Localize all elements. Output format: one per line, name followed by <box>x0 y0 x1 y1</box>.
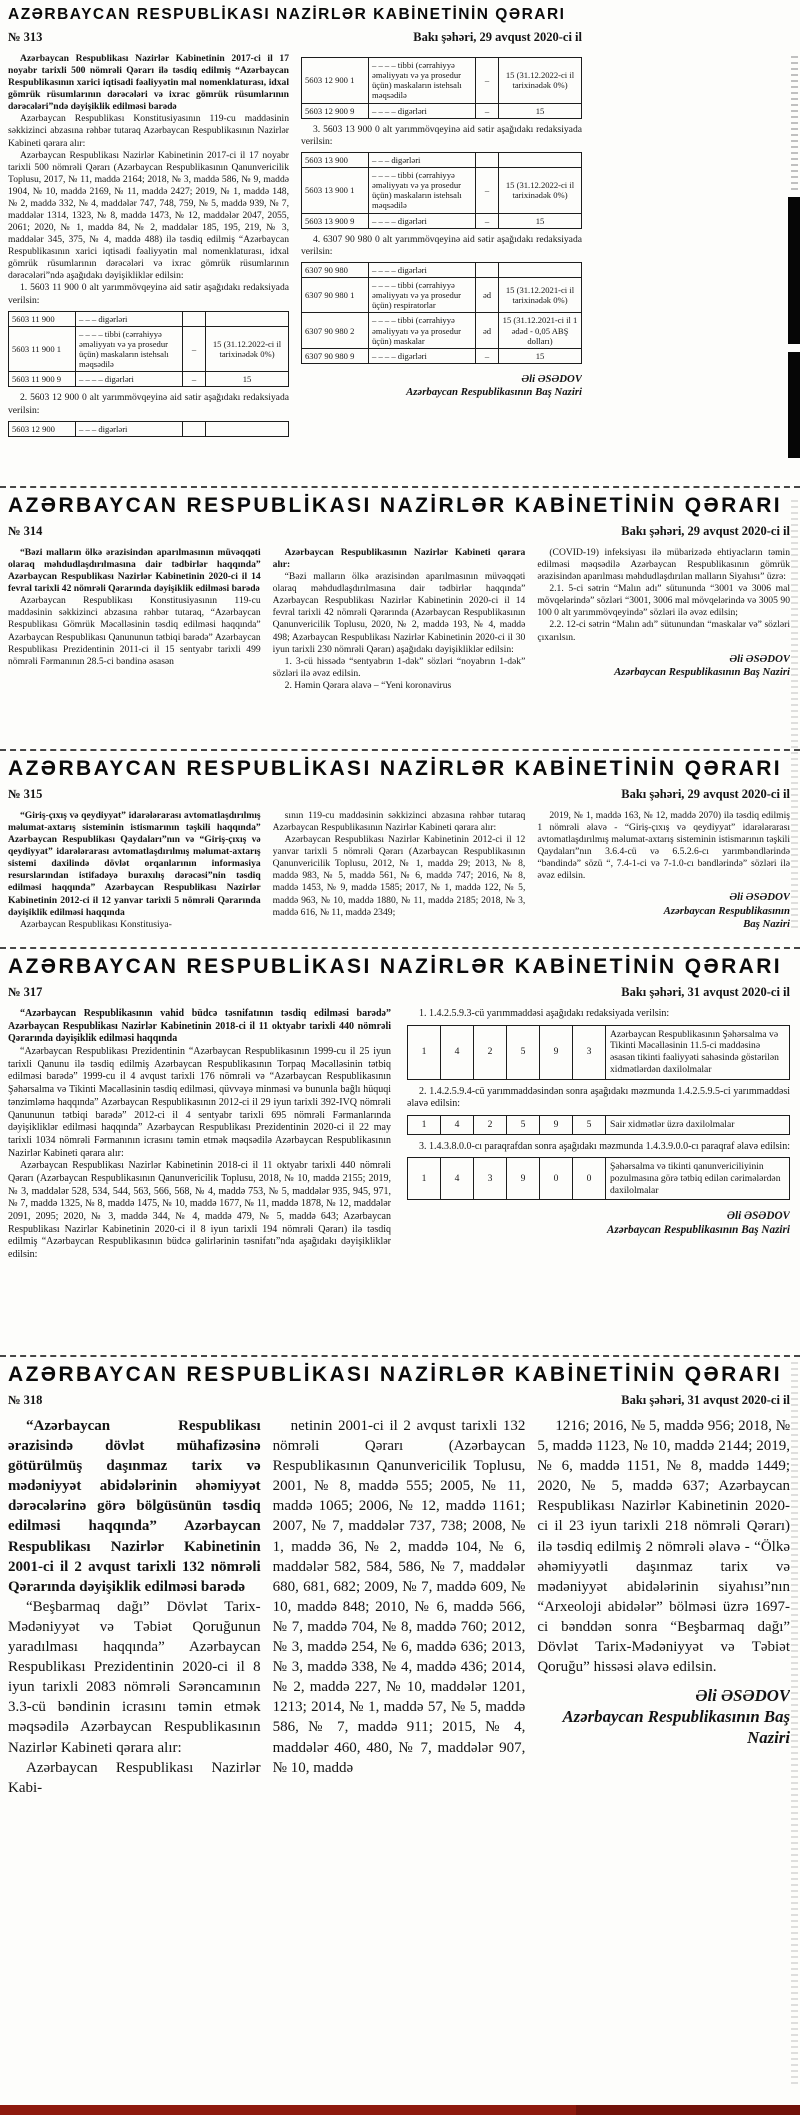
unit-cell <box>476 152 499 167</box>
code-cell: 5603 11 900 1 <box>9 326 76 372</box>
bottom-color-bar <box>0 2105 800 2115</box>
table-row <box>408 1025 790 1079</box>
decree-title-paragraph: “Azərbaycan Respublikasının vahid büdcə təsnifatının təsdiq edilməsi barədə” Azərbaycan Respublikası Nazirlər Kabinetinin 2018-ci il 11 oktyabr tarixli 440 nömrəli Qərarında dəyişiklik edilməsi haqqında <box>8 1008 391 1045</box>
code-digit-cell: 3 <box>474 1158 507 1200</box>
decree-dateline: Bakı şəhəri, 29 avqust 2020-ci il <box>413 30 582 44</box>
rate-cell <box>206 311 289 326</box>
code-cell: 6307 90 980 <box>302 262 369 277</box>
decree-number: № 318 <box>8 1393 43 1407</box>
signature-name: Əli ƏSƏDOV <box>726 1210 790 1223</box>
description-cell: – – – – tibbi (cərrahiyyə əməliyyatı və ya prosedur üçün) maskaların istehsalı məqsədilə <box>76 326 183 372</box>
decree-title-paragraph: “Giriş-çıxış və qeydiyyat” idarələrarası avtomatlaşdırılmış məlumat-axtarış sisteminin istismarının təşkili haqqında” Azərbaycan Respublikası Qaydaları”nın və “Giriş-çıxış və qeydiyyat” idarələrarası avtomatlaşdırılmış məlumat-axtarış sistemi daxilində dövlət orqanlarının informasiya resurslarından istifadəyə buraxılış dərəcəsi”nin təsdiq edilməsi haqqında” Azərbaycan Respublikası Nazirlər Kabinetinin 2012-ci il 12 yanvar tarixli 5 nömrəli Qərarında dəyişiklik edilməsi haqqında <box>8 810 261 918</box>
rate-cell <box>206 421 289 436</box>
code-digit-cell: 5 <box>507 1025 540 1079</box>
body-paragraph: 2. 5603 12 900 0 alt yarımmövqeyinə aid sətir aşağıdakı redaksiyada verilsin: <box>8 392 289 416</box>
tariff-table-5603-12-part1 <box>8 421 289 437</box>
table-row <box>302 168 582 214</box>
signature-block <box>537 1686 790 1749</box>
unit-cell: əd <box>476 313 499 348</box>
rate-cell: 15 (31.12.2021-ci il tarixinədək 0%) <box>499 278 582 313</box>
decree-headline: AZƏRBAYCAN RESPUBLİKASI NAZİRLƏR KABİNETİNİN QƏRARI <box>8 6 566 23</box>
table-row <box>408 1158 790 1200</box>
code-digit-cell: 4 <box>441 1158 474 1200</box>
budget-classification-table-1 <box>407 1025 790 1080</box>
body-paragraph: Azərbaycan Respublikası Nazirlər Kabinetinin 2012-ci il 12 yanvar tarixli 5 nömrəli Qərarı (Azərbaycan Respublikasının Qanunvericilik Toplusu, 2012, № 1, maddə 29; 2013, № 8, maddə 983, № 5, maddə 561, № 6, maddə 747; 2016, № 8, maddə 1453, № 9, maddə 1585; 2017, № 1, maddə 122, № 5, maddə 963, № 10, maddə 1880, № 11, maddə 2185; 2018, № 3, maddə 616, № 11, maddə 2349; <box>272 834 526 918</box>
body-paragraph: 1. 1.4.2.5.9.3-cü yarımmaddəsi aşağıdakı redaksiyada verilsin: <box>419 1008 670 1019</box>
decree-headline: AZƏRBAYCAN RESPUBLİKASI NAZİRLƏR KABİNETİNİN QƏRARI <box>8 1363 783 1386</box>
column-2 <box>273 547 526 692</box>
unit-cell: əd <box>476 278 499 313</box>
code-cell: 5603 11 900 9 <box>9 372 76 387</box>
body-paragraph: 4. 6307 90 980 0 alt yarımmövqeyinə aid sətir aşağıdakı redaksiyada verilsin: <box>301 233 582 257</box>
unit-cell: – <box>183 326 206 372</box>
signature-title: Azərbaycan Respublikasının Baş Naziri <box>562 1707 791 1748</box>
body-paragraph: 1216; 2016, № 5, maddə 956; 2018, № 5, maddə 1123, № 10, maddə 2144; 2019, № 6, maddə 1151, № 8, maddə 1449; 2020, № 5, maddə 637; Azərbaycan Respublikası Nazirlər Kabinetinin 2020-ci il 23 iyun tarixli 218 nömrəli Qərarı) ilə təsdiq edilmiş 2 nömrəli əlavə - “Ölkə əhəmiyyətli daşınmaz tarix və mədəniyyət abidələrinin siyahısı”nın “Arxeoloji abidələr” bölməsi üzrə 1697-ci bənddən sonra “Beşbarmaq dağı” Dövlət Tarix-Mədəniyyət və Təbiət Qoruğu” hissəsi əlavə edilsin. <box>537 1418 791 1676</box>
decree-meta-row <box>8 30 582 45</box>
decree-headline: AZƏRBAYCAN RESPUBLİKASI NAZİRLƏR KABİNETİNİN QƏRARI <box>8 955 783 978</box>
cropped-adjacent-column-bar <box>788 352 800 458</box>
body-paragraph: Azərbaycan Respublikası Konstitusiya- <box>20 918 172 930</box>
rate-cell: 15 (31.12.2022-ci il tarixinədək 0%) <box>499 58 582 104</box>
decree-number: № 313 <box>8 30 43 44</box>
code-cell: 6307 90 980 1 <box>302 278 369 313</box>
code-cell: 6307 90 980 2 <box>302 313 369 348</box>
body-paragraph: 3. 1.4.3.8.0.0-cı paraqrafdan sonra aşağıdakı məzmunda 1.4.3.9.0.0-cı paraqraf əlavə edilsin: <box>419 1140 790 1152</box>
code-digit-cell: 9 <box>507 1158 540 1200</box>
description-cell: – – – – tibbi (cərrahiyyə əməliyyatı və ya prosedur üçün) maskaların istehsalı məqsədilə <box>369 58 476 104</box>
column-2 <box>273 1416 526 1798</box>
rate-cell: 15 (31.12.2022-ci il tarixinədək 0%) <box>499 168 582 214</box>
description-cell: Şəhərsalma və tikinti qanunvericiliyinin pozulmasına görə tətbiq edilən cərimələrdən daxilolmalar <box>606 1158 790 1200</box>
body-paragraph: 1. 5603 11 900 0 alt yarımmövqeyinə aid sətir aşağıdakı redaksiyada verilsin: <box>8 282 289 306</box>
column-left <box>8 53 289 442</box>
rate-cell: 15 <box>206 372 289 387</box>
unit-cell <box>183 421 206 436</box>
body-paragraph: netinin 2001-ci il 2 avqust tarixli 132 nömrəli Qərarı (Azərbaycan Respublikasının Qanunvericilik Toplusu, 2001, № 8, maddə 555; 2005, № 11, maddə 1065; 2006, № 12, maddə 1161; 2007, № 7, maddələr 737, 738; 2008, № 1, maddə 36, № 2, maddə 104, № 6, maddələr 582, 584, 586, № 7, maddələr 680, 681, 682; 2009, № 7, maddə 609, № 10, maddə 848; 2010, № 6, maddə 566, № 7, maddə 704, № 8, maddə 760; 2012, № 3, maddə 254, № 6, maddə 636; 2013, № 3, maddə 338, № 4, maddə 436; 2014, № 2, maddə 227, № 10, maddələr 1201, 1213; 2014, № 1, maddə 57, № 5, maddə 586, № 7, maddə 911; 2015, № 4, maddələr 460, 480, № 7, maddələr 907, № 10, maddə <box>272 1418 526 1776</box>
code-cell: 5603 12 900 9 <box>302 103 369 118</box>
signature-name: Əli ƏSƏDOV <box>521 372 582 385</box>
body-paragraph: 2.2. 12-ci sətrin “Malın adı” sütunundan “maskalar və” sözləri çıxarılsın. <box>537 619 791 643</box>
body-paragraph: Azərbaycan Respublikasının Nazirlər Kabineti qərara alır: <box>272 547 526 571</box>
description-cell: – – – – digərləri <box>369 262 476 277</box>
table-row <box>302 152 582 167</box>
decree-dateline: Bakı şəhəri, 31 avqust 2020-ci il <box>621 1393 790 1407</box>
tariff-table-5603-13 <box>301 152 582 229</box>
body-paragraph: “Azərbaycan Respublikası Prezidentinin “Azərbaycan Respublikasının 1999-cu il 25 iyun tarixli Qanunu ilə təsdiq edilmiş Azərbaycan Respublikasının Torpaq Məcəlləsinin tətbiq edilməsi barədə” 1999-cu il 4 avqust tarixli 176 nömrəli və “Azərbaycan Respublikasının Şəhərsalma və Tikinti Məcəlləsinin təsdiq edilməsi, qüvvəyə minməsi və bununla bağlı hüquqi tənzimləmə haqqında” Azərbaycan Respublikasının 2012-ci il 29 iyun tarixli 392-IVQ nömrəli Qanununun tətbiqi barədə” 2012-ci il 4 sentyabr tarixli 695 nömrəli Fərmanlarında dəyişikliklər edilməsi haqqında” Azərbaycan Respublikası Prezidentinin 2020-ci il 22 may tarixli 1034 nömrəli Fərmanının icrasını təmin etmək məqsədilə Azərbaycan Respublikasının Nazirlər Kabineti qərara alır: <box>8 1046 391 1159</box>
decree-dateline: Bakı şəhəri, 31 avqust 2020-ci il <box>621 985 790 999</box>
code-digit-cell: 1 <box>408 1115 441 1134</box>
table-row <box>302 58 582 104</box>
code-digit-cell: 0 <box>540 1158 573 1200</box>
page-crop-noise <box>791 1362 798 2087</box>
code-digit-cell: 9 <box>540 1025 573 1079</box>
code-digit-cell: 2 <box>474 1025 507 1079</box>
description-cell: – – – – tibbi (cərrahiyyə əməliyyatı və ya prosedur üçün) maskaların istehsalı məqsədilə <box>369 168 476 214</box>
table-row <box>302 103 582 118</box>
unit-cell <box>183 311 206 326</box>
table-row <box>9 372 289 387</box>
description-cell: – – – – digərləri <box>369 348 476 363</box>
body-paragraph: 2. Həmin Qərara əlavə – “Yeni koronavirus <box>284 679 452 691</box>
body-paragraph: (COVID-19) infeksiyası ilə mübarizədə ehtiyacların təmin edilməsi məqsədilə Azərbaycan Respublikasının gömrük ərazisindən aparılması məhdudlaşdırılan malların Siyahısı” üzrə: <box>537 547 791 583</box>
signature-block <box>537 653 790 680</box>
table-row <box>302 278 582 313</box>
table-row <box>302 262 582 277</box>
signature-title: Baş Naziri <box>743 918 791 931</box>
column-1 <box>8 547 261 692</box>
table-row <box>302 213 582 228</box>
rate-cell: 15 (31.12.2021-ci il 1 ədəd - 0,05 ABŞ dolları) <box>499 313 582 348</box>
signature-title: Azərbaycan Respublikasının Baş Naziri <box>606 1224 790 1237</box>
description-cell: Sair xidmətlər üzrə daxilolmalar <box>606 1115 790 1134</box>
description-cell: – – – – digərləri <box>369 213 476 228</box>
decree-section-314 <box>0 486 800 749</box>
unit-cell: – <box>476 348 499 363</box>
decree-meta-row <box>8 985 790 1000</box>
code-digit-cell: 9 <box>540 1115 573 1134</box>
decree-section-318 <box>0 1355 800 2105</box>
code-digit-cell: 1 <box>408 1158 441 1200</box>
code-digit-cell: 4 <box>441 1115 474 1134</box>
signature-name: Əli ƏSƏDOV <box>729 891 791 904</box>
body-paragraph: sının 119-cu maddəsinin səkkizinci abzasına rəhbər tutaraq Azərbaycan Respublikasının Nazirlər Kabineti qərara alır: <box>272 810 526 834</box>
description-cell: – – – – tibbi (cərrahiyyə əməliyyatı və ya prosedur üçün) respiratorlar <box>369 278 476 313</box>
description-cell: – – – digərləri <box>76 311 183 326</box>
decree-section-315 <box>0 749 800 947</box>
signature-title: Azərbaycan Respublikasının Baş Naziri <box>614 666 791 679</box>
column-3 <box>537 1416 790 1798</box>
decree-number: № 317 <box>8 985 43 999</box>
rate-cell: 15 (31.12.2022-ci il tarixinədək 0%) <box>206 326 289 372</box>
code-cell: 5603 12 900 <box>9 421 76 436</box>
description-cell: – – – digərləri <box>369 152 476 167</box>
table-row <box>302 348 582 363</box>
tariff-table-6307-90 <box>301 262 582 364</box>
description-cell: – – – – tibbi (cərrahiyyə əməliyyatı və ya prosedur üçün) maskalar <box>369 313 476 348</box>
page-crop-noise <box>791 56 798 191</box>
unit-cell: – <box>476 168 499 214</box>
code-digit-cell: 3 <box>573 1025 606 1079</box>
decree-headline: AZƏRBAYCAN RESPUBLİKASI NAZİRLƏR KABİNETİNİN QƏRARI <box>8 757 783 780</box>
decree-section-313 <box>0 0 800 486</box>
code-digit-cell: 2 <box>474 1115 507 1134</box>
table-row <box>302 313 582 348</box>
code-cell: 5603 13 900 9 <box>302 213 369 228</box>
body-paragraph: Azərbaycan Respublikası Nazirlər Kabinetinin 2018-ci il 11 oktyabr tarixli 440 nömrəli Qərarı (Azərbaycan Respublikasının Qanunvericilik Toplusu, 2018, № 10, maddə 2155; 2019, № 3, maddələr 528, 534, 544, 563, 566, 568, № 4, maddə 753, № 5, maddələr 935, 945, 971, № 7, maddə 1325, № 8, maddə 1475, № 10, maddə 1677, № 11, maddə 1878, № 12, maddələr 2091, 2095; 2020, № 3, maddə 344, № 4, maddə 479, № 5, maddə 643; Azərbaycan Respublikası Nazirlər Kabinetinin 2020-ci il 8 iyun tarixli 194 nömrəli Qərarı) ilə təsdiq edilmiş “Azərbaycan Respublikasının büdcə gəlirlərinin təsnifatı”nda aşağıdakı dəyişikliklər edilsin: <box>8 1160 391 1261</box>
body-paragraph: Azərbaycan Respublikası Nazirlər Kabinetinin 2017-ci il 17 noyabr tarixli 500 nömrəli Qərarı (Azərbaycan Respublikasının Qanunvericilik Toplusu, 2017, № 11, maddə 2164; 2018, № 3, maddə 586, № 9, maddə 1904, № 10, maddə 2169, № 11, maddə 2427; 2019, № 1, maddə 148, № 2, maddə 332, № 4, maddələr 747, 748, 759, № 5, maddə 939, № 7, maddələr 1314, 1323, № 8, maddə 1473, № 12, maddələr 2047, 2055, 2061; 2020, № 1, maddə 84, № 2, maddələr 185, 195, 219, № 3, maddələr 345, 375, № 4, maddə 488) ilə təsdiq edilmiş “Azərbaycan Respublikasının xarici iqtisadi fəaliyyətin mal nomenklaturası, idxal gömrük rüsumlarının dərəcələri və ixrac gömrük rüsumlarının dərəcələri”ndə aşağıdakı dəyişikliklər edilsin: <box>8 149 289 282</box>
column-1 <box>8 1416 261 1798</box>
budget-classification-table-3 <box>407 1157 790 1200</box>
signature-block <box>407 1209 790 1237</box>
decree-title-paragraph: Azərbaycan Respublikası Nazirlər Kabinetinin 2017-ci il 17 noyabr tarixli 500 nömrəli Qərarı ilə təsdiq edilmiş “Azərbaycan Respublikasının xarici iqtisadi fəaliyyətin mal nomenklaturası, idxal gömrük rüsumlarının dərəcələri və ixrac gömrük rüsumlarının dərəcələri”ndə dəyişiklik edilməsi barədə <box>8 53 289 113</box>
table-row <box>9 311 289 326</box>
body-paragraph: Azərbaycan Respublikası Nazirlər Kabi- <box>8 1759 261 1796</box>
column-2 <box>273 810 526 932</box>
code-digit-cell: 1 <box>408 1025 441 1079</box>
column-3 <box>537 547 790 692</box>
decree-headline: AZƏRBAYCAN RESPUBLİKASI NAZİRLƏR KABİNETİNİN QƏRARI <box>8 494 783 517</box>
decree-number: № 315 <box>8 787 43 801</box>
body-paragraph: 3. 5603 13 900 0 alt yarımmövqeyinə aid sətir aşağıdakı redaksiyada verilsin: <box>301 123 582 147</box>
decree-meta-row <box>8 1393 790 1408</box>
code-cell: 5603 13 900 1 <box>302 168 369 214</box>
page-crop-noise <box>791 500 798 930</box>
unit-cell: – <box>476 213 499 228</box>
tariff-table-5603-11 <box>8 311 289 388</box>
column-left <box>8 1008 391 1262</box>
column-right <box>407 1008 790 1262</box>
description-cell: – – – – digərləri <box>76 372 183 387</box>
code-digit-cell: 0 <box>573 1158 606 1200</box>
column-right <box>301 53 582 442</box>
decree-meta-row <box>8 524 790 539</box>
decree-title-paragraph: “Azərbaycan Respublikası ərazisində dövlət mühafizəsinə götürülmüş daşınmaz tarix və mədəniyyət abidələrinin əhəmiyyət dərəcələrinə görə bölgüsünün təsdiq edilməsi haqqında” Azərbaycan Respublikası Nazirlər Kabinetinin 2001-ci il 2 avqust tarixli 132 nömrəli Qərarında dəyişiklik edilməsi barədə <box>8 1418 261 1595</box>
description-cell: – – – digərləri <box>76 421 183 436</box>
code-digit-cell: 4 <box>441 1025 474 1079</box>
rate-cell: 15 <box>499 103 582 118</box>
table-row <box>9 326 289 372</box>
decree-title-paragraph: “Bəzi malların ölkə ərazisindən aparılmasının müvəqqəti olaraq məhdudlaşdırılmasına dair tədbirlər haqqında” Azərbaycan Respublikası Nazirlər Kabinetinin 2020-ci il 14 fevral tarixli 42 nömrəli Qərarında dəyişiklik edilməsi barədə <box>8 547 261 595</box>
body-paragraph: Azərbaycan Respublikası Konstitusiyasının 119-cu maddəsinin səkkizinci abzasına rəhbər tutaraq Azərbaycan Respublikasının Nazirlər Kabineti qərara alır: <box>8 113 289 149</box>
decree-section-317 <box>0 947 800 1355</box>
table-row <box>9 421 289 436</box>
unit-cell: – <box>476 58 499 104</box>
description-cell: – – – – digərləri <box>369 103 476 118</box>
decree-dateline: Bakı şəhəri, 29 avqust 2020-ci il <box>621 787 790 801</box>
signature-title: Azərbaycan Respublikasının Baş Naziri <box>406 386 582 399</box>
decree-meta-row <box>8 787 790 802</box>
rate-cell <box>499 152 582 167</box>
tariff-table-5603-12-part2 <box>301 57 582 119</box>
code-cell: 5603 13 900 <box>302 152 369 167</box>
body-paragraph: 2.1. 5-ci sətrin “Malın adı” sütununda “3001 və 3006 mal mövqelərində” sözləri “3001, 3006 mal mövqelərində və 3005 90 100 0 alt yarımmövqeyində” sözləri ilə əvəz edilsin; <box>537 583 791 619</box>
column-3 <box>537 810 790 932</box>
signature-title: Azərbaycan Respublikasının <box>663 904 791 917</box>
rate-cell: 15 <box>499 348 582 363</box>
rate-cell: 15 <box>499 213 582 228</box>
budget-classification-table-2 <box>407 1115 790 1135</box>
body-paragraph: 1. 3-cü hissədə “sentyabrın 1-dək” sözləri “noyabrın 1-dək” sözləri ilə əvəz edilsin. <box>272 655 526 679</box>
decree-dateline: Bakı şəhəri, 29 avqust 2020-ci il <box>621 524 790 538</box>
code-cell: 6307 90 980 9 <box>302 348 369 363</box>
body-paragraph: Azərbaycan Respublikası Konstitusiyasının 119-cu maddəsinin səkkizinci abzasına rəhbər tutaraq, “Azərbaycan Respublikası Gömrük Məcəlləsinin təsdiq edilməsi haqqında” Azərbaycan Respublikası Qanununun tətbiqi barədə” Azərbaycan Respublikası Prezidentinin 2011-ci il 15 sentyabr tarixli 499 nömrəli Fərmanının 28.5-ci bəndinə əsasən <box>8 595 261 667</box>
code-digit-cell: 5 <box>507 1115 540 1134</box>
signature-block <box>301 373 582 400</box>
code-digit-cell: 5 <box>573 1115 606 1134</box>
rate-cell <box>499 262 582 277</box>
signature-name: Əli ƏSƏDOV <box>729 652 791 665</box>
unit-cell: – <box>476 103 499 118</box>
unit-cell: – <box>183 372 206 387</box>
body-paragraph: 2019, № 1, maddə 163, № 12, maddə 2070) ilə təsdiq edilmiş 1 nömrəli əlavə - “Giriş-çıxış və qeydiyyat” idarələrarası avtomatlaşdırılmış məlumat-axtarış sisteminin istismarının təşkili Qaydaları”nın 3.6.4-cü və 6.5.2.6-cı yarımbəndlərində “bəndində” sözü “, 7.4-1-ci və 7-1.0-cı bəndlərində” sözləri ilə əvəz edilsin. <box>537 810 791 882</box>
column-1 <box>8 810 261 932</box>
body-paragraph: “Bəzi malların ölkə ərazisindən aparılmasının müvəqqəti olaraq məhdudlaşdırılmasına dair tədbirlər haqqında” Azərbaycan Respublikası Nazirlər Kabinetinin 2020-ci il 14 fevral tarixli 42 nömrəli Qərarında (Azərbaycan Respublikasının Qanunvericilik Toplusu, 2020, № 2, maddə 193, № 4, maddə 498; Azərbaycan Respublikası Nazirlər Kabinetinin 2020-ci il 30 iyun tarixli 230 nömrəli Qərarı) aşağıdakı dəyişikliklər edilsin: <box>272 571 526 655</box>
unit-cell <box>476 262 499 277</box>
code-cell: 5603 12 900 1 <box>302 58 369 104</box>
body-paragraph: 2. 1.4.2.5.9.4-cü yarımmaddəsindən sonra aşağıdakı məzmunda 1.4.2.5.9.5-ci yarımmaddəsi əlavə edilsin: <box>407 1085 790 1110</box>
body-paragraph: “Beşbarmaq dağı” Dövlət Tarix-Mədəniyyət və Təbiət Qoruğunun yaradılması haqqında” Azərbaycan Respublikası Prezidentinin 2020-ci il 8 iyun tarixli 2083 nömrəli Sərəncamının 3.3-cü bəndinin icrasını təmin etmək məqsədilə Azərbaycan Respublikasının Nazirlər Kabineti qərara alır: <box>8 1598 261 1756</box>
code-cell: 5603 11 900 <box>9 311 76 326</box>
description-cell: Azərbaycan Respublikasının Şəhərsalma və Tikinti Məcəlləsinin 11.5-ci maddəsinə əsasən tikinti fəaliyyəti sahəsində göstərilən xidmətlərdən daxilolmalar <box>606 1025 790 1079</box>
cropped-adjacent-column-bar <box>788 197 800 344</box>
signature-block <box>537 891 790 931</box>
signature-name: Əli ƏSƏDOV <box>695 1686 791 1706</box>
table-row <box>408 1115 790 1134</box>
decree-number: № 314 <box>8 524 43 538</box>
